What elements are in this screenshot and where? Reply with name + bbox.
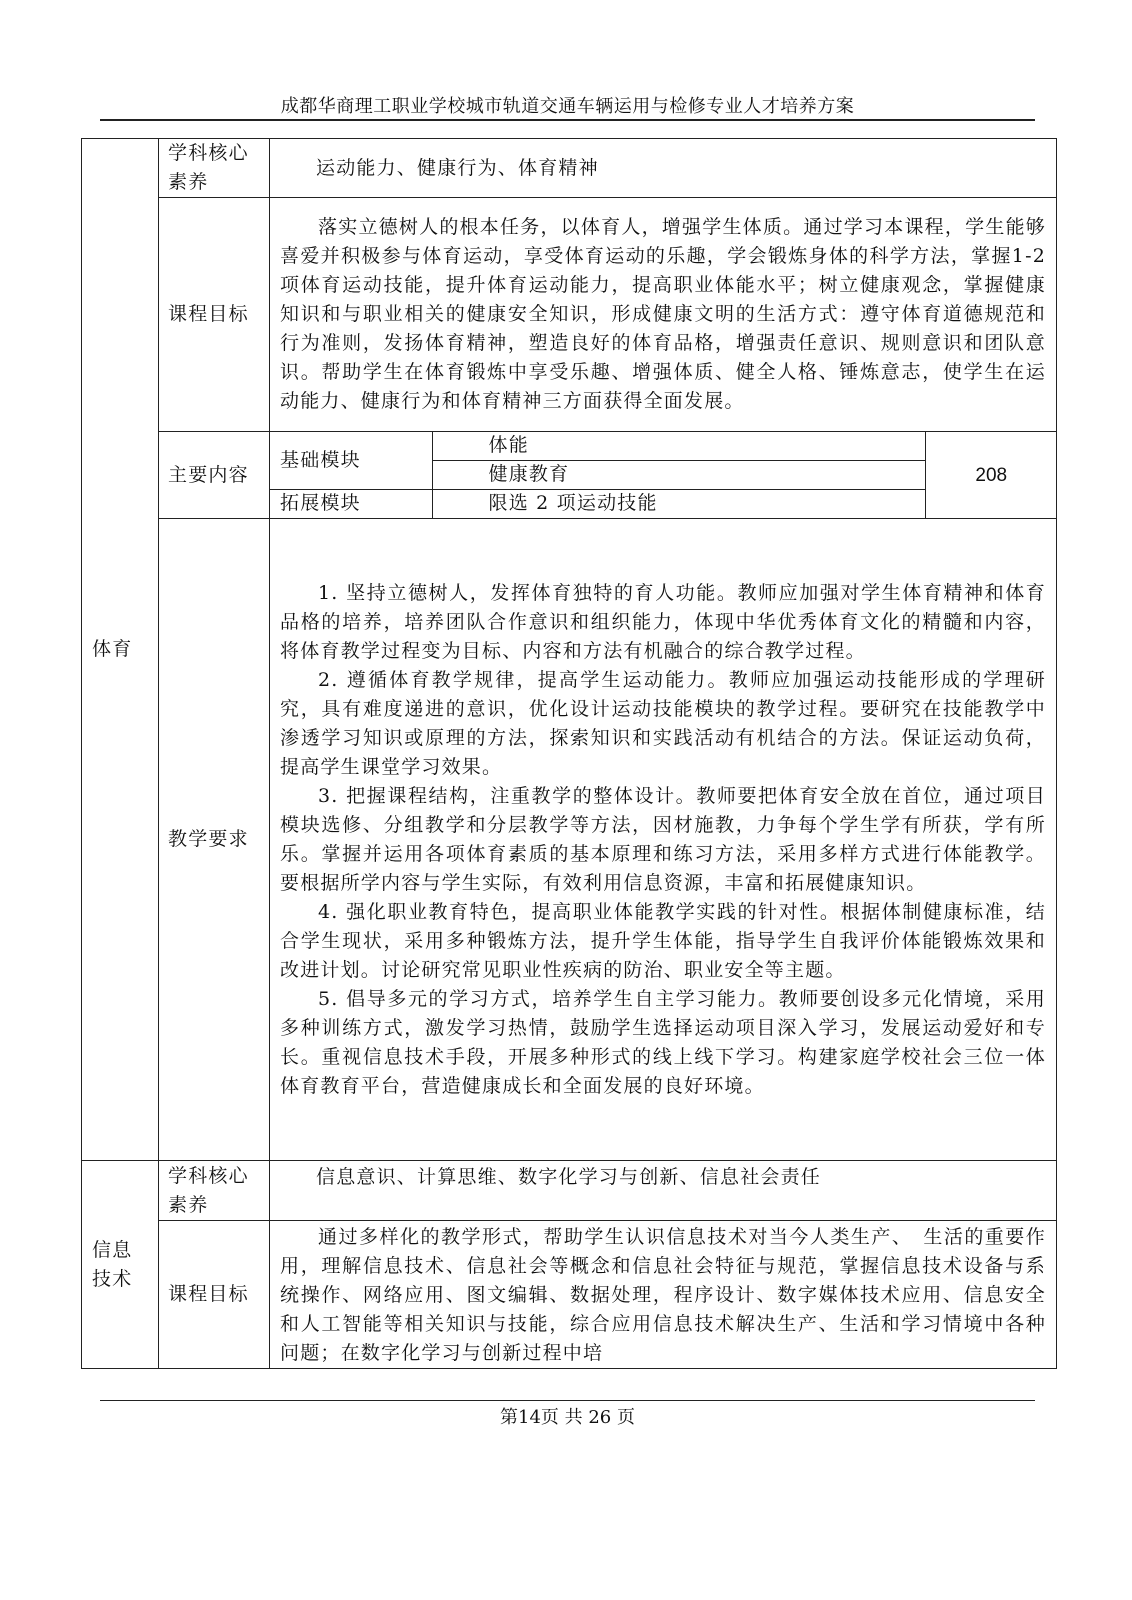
pe-content-subtable — [270, 432, 1057, 518]
it-core-row — [82, 1161, 1057, 1221]
pe-goal-text: 落实立德树人的根本任务，以体育人，增强学生体质。通过学习本课程，学生能够喜爱并积极参与体育运动，享受体育运动的乐趣，学会锻炼身体的科学方法，掌握1-2项体育运动技能，提升体育运动能力，提高职业体能水平；树立健康观念，掌握健康知识和与职业相关的健康安全知识，形成健康文明的生活方式：遵守体育道德规范和行为准则，发扬体育精神，塑造良好的体育品格，增强责任意识、规则意识和团队意识。帮助学生在体育锻炼中享受乐趣、增强体质、健全人格、锤炼意志，使学生在运动能力、健康行为和体育精神三方面获得全面发展。 — [280, 216, 1046, 412]
basic-item-health: 健康教育 — [432, 460, 925, 489]
ext-module-label: 拓展模块 — [270, 489, 432, 518]
pe-goal-row — [82, 198, 1057, 432]
pe-req-1: 1. 坚持立德树人，发挥体育独特的育人功能。教师应加强对学生体育精神和体育品格的培养，培养团队合作意识和组织能力，体现中华优秀体育文化的精髓和内容，将体育教学过程变为目标、内容和方法有机融合的综合教学过程。 — [280, 581, 1046, 662]
it-goal-label: 课程目标 — [159, 1221, 270, 1369]
pe-req-5: 5. 倡导多元的学习方式，培养学生自主学习能力。教师要创设多元化情境，采用多种训练方式，激发学习热情，鼓励学生选择运动项目深入学习，发展运动爱好和专长。重视信息技术手段，开展多种形式的线上线下学习。构建家庭学校社会三位一体体育教育平台，营造健康成长和全面发展的良好环境。 — [280, 987, 1046, 1097]
footer-rule — [100, 1400, 1035, 1401]
pe-hours: 208 — [925, 432, 1057, 518]
pe-goal-label: 课程目标 — [159, 198, 270, 432]
pe-req-3: 3. 把握课程结构，注重教学的整体设计。教师要把体育安全放在首位，通过项目模块选修、分组教学和分层教学等方法，因材施教，力争每个学生学有所获，学有所乐。掌握并运用各项体育素质的基本原理和练习方法，采用多样方式进行体能教学。要根据所学内容与学生实际，有效利用信息资源，丰富和拓展健康知识。 — [280, 784, 1046, 894]
pe-req-label: 教学要求 — [159, 519, 270, 1161]
pe-req-2: 2. 遵循体育教学规律，提高学生运动能力。教师应加强运动技能形成的学理研究，具有难度递进的意识，优化设计运动技能模块的教学过程。要研究在技能教学中渗透学习知识或原理的方法，探索知识和实践活动有机结合的方法。保证运动负荷，提高学生课堂学习效果。 — [280, 668, 1046, 778]
basic-item-fitness: 体能 — [432, 432, 925, 460]
pe-req-4: 4. 强化职业教育特色，提高职业体能教学实践的针对性。根据体制健康标准，结合学生现状，采用多种锻炼方法，提升学生体能，指导学生自我评价体能锻炼效果和改进计划。讨论研究常见职业性疾病的防治、职业安全等主题。 — [280, 900, 1046, 981]
pe-core-text: 运动能力、健康行为、体育精神 — [270, 139, 1057, 198]
curriculum-table-wrap — [81, 138, 1056, 1369]
pe-content-label: 主要内容 — [159, 432, 270, 519]
header-rule — [100, 119, 1035, 121]
it-core-label: 学科核心素养 — [159, 1161, 270, 1221]
pe-core-row — [82, 139, 1057, 198]
it-core-text: 信息意识、计算思维、数字化学习与创新、信息社会责任 — [270, 1161, 1057, 1221]
page-number: 第14页 共 26 页 — [500, 1407, 635, 1428]
it-subject-cell: 信息技术 — [82, 1161, 159, 1369]
pe-req-row — [82, 519, 1057, 1161]
curriculum-table — [81, 138, 1057, 1369]
pe-core-label: 学科核心素养 — [159, 139, 270, 198]
pe-subject-cell: 体育 — [82, 139, 159, 1161]
pe-content-row — [82, 432, 1057, 519]
it-goal-text: 通过多样化的教学形式，帮助学生认识信息技术对当今人类生产、 生活的重要作用，理解信息技术、信息社会等概念和信息社会特征与规范，掌握信息技术设备与系统操作、网络应用、图文编辑、数据处理，程序设计、数字媒体技术应用、信息安全和人工智能等相关知识与技能，综合应用信息技术解决生产、生活和学习情境中各种问题；在数字化学习与创新过程中培 — [280, 1226, 1046, 1364]
it-goal-row — [82, 1221, 1057, 1369]
ext-item: 限选 2 项运动技能 — [432, 489, 925, 518]
page-header-title: 成都华商理工职业学校城市轨道交通车辆运用与检修专业人才培养方案 — [280, 96, 855, 117]
basic-module-label: 基础模块 — [270, 432, 432, 489]
